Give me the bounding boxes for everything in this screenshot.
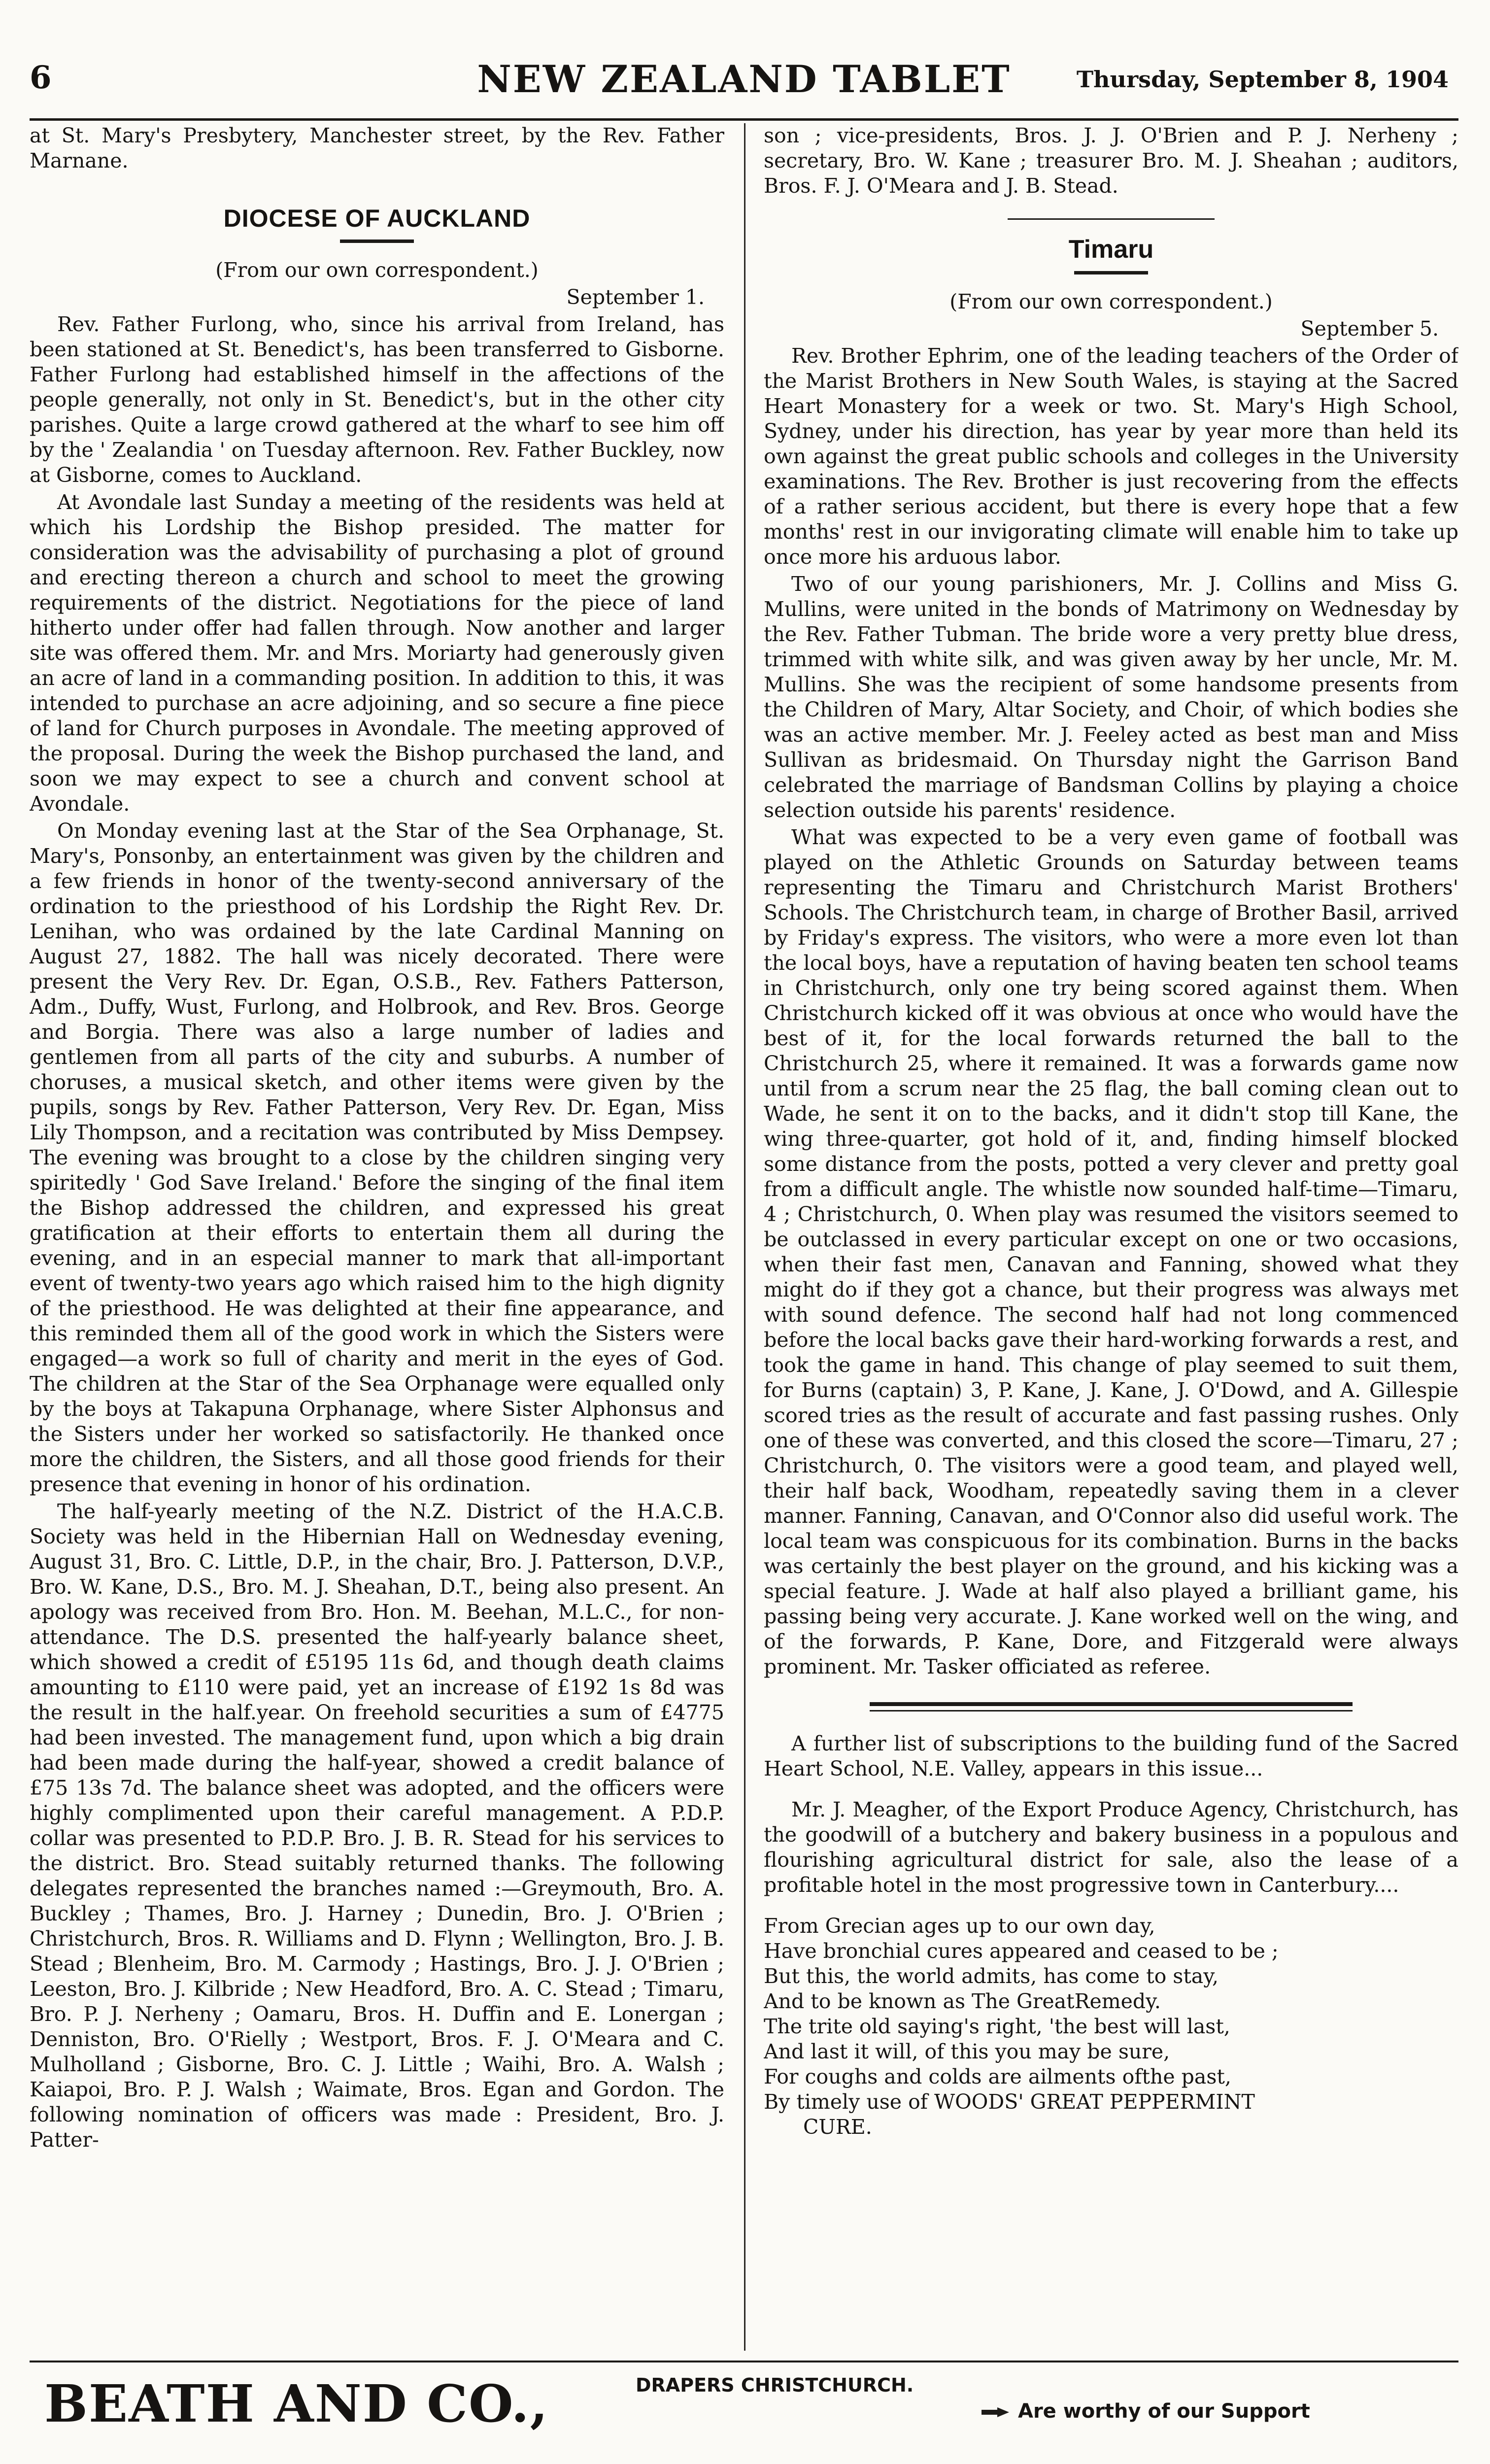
right-column bbox=[764, 123, 1458, 2341]
left-column bbox=[30, 123, 724, 2341]
article-paragraph: Two of our young parishioners, Mr. J. Collins and Miss G. Mullins, were united in the bonds of Matrimony on Wednesday by the Rev. Father Tubman. The bride wore a very pretty blue dress, trimmed with white silk, and was given away by her uncle, Mr. M. Mullins. She was the recipient of some handsome presents from the Children of Mary, Altar Society, and Choir, of which bodies she was an active member. Mr. J. Feeley acted as best man and Miss Sullivan as bridesmaid. On Thursday night the Garrison Band celebrated the marriage of Bandsman Collins by playing a choice selection outside his parents' residence. bbox=[764, 572, 1458, 822]
support-line bbox=[981, 2400, 1310, 2423]
article-paragraph: The half-yearly meeting of the N.Z. District of the H.A.C.B. Society was held in the Hibernian Hall on Wednesday evening, August 31, Bro. C. Little, D.P., in the chair, Bro. J. Patterson, D.V.P., Bro. W. Kane, D.S., Bro. M. J. Sheahan, D.T., being also present. An apology was received from Bro. Hon. M. Beehan, M.L.C., for non-attendance. The D.S. presented the half-yearly balance sheet, which showed a credit of £5195 11s 6d, and though death claims amounting to £110 were paid, yet an increase of £192 1s 8d was the result in the half.year. On freehold securities a sum of £4775 had been invested. The management fund, upon which a big drain had been made during the half-year, showed a credit balance of £75 13s 7d. The balance sheet was adopted, and the officers were highly complimented upon their careful management. A P.D.P. collar was presented to P.D.P. Bro. J. B. R. Stead for his services to the district. Bro. Stead suitably returned thanks. The following delegates represented the branches named :—Greymouth, Bro. A. Buckley ; Thames, Bro. J. Harney ; Dunedin, Bro. J. O'Brien ; Christchurch, Bros. R. Williams and D. Flynn ; Wellington, Bro. J. B. Stead ; Blenheim, Bro. M. Carmody ; Hastings, Bro. J. J. O'Brien ; Leeston, Bro. J. Kilbride ; New Headford, Bro. A. C. Stead ; Timaru, Bro. P. J. Nerheny ; Oamaru, Bros. H. Duffin and E. Lonergan ; Denniston, Bro. O'Rielly ; Westport, Bros. F. J. O'Meara and C. Mulholland ; Gisborne, Bro. C. J. Little ; Waihi, Bro. A. Walsh ; Kaiapoi, Bro. P. J. Walsh ; Waimate, Bros. Egan and Gordon. The following nomination of officers was made : President, Bro. J. Patter- bbox=[30, 1500, 724, 2152]
article-paragraph: On Monday evening last at the Star of the Sea Orphanage, St. Mary's, Ponsonby, an entertainment was given by the children and a few friends in honor of the twenty-second anniversary of the ordination to the priesthood of his Lordship the Right Rev. Dr. Lenihan, who was ordained by the late Cardinal Manning on August 27, 1882. The hall was nicely decorated. There were present the Very Rev. Dr. Egan, O.S.B., Rev. Fathers Patterson, Adm., Duffy, Wust, Furlong, and Holbrook, and Rev. Bros. George and Borgia. There was also a large number of ladies and gentlemen from all parts of the city and suburbs. A number of choruses, a musical sketch, and other items were given by the pupils, songs by Rev. Father Patterson, Very Rev. Dr. Egan, Miss Lily Thompson, and a recitation was contributed by Miss Dempsey. The evening was brought to a close by the children singing very spiritedly ' God Save Ireland.' Before the singing of the final item the Bishop addressed the children, and expressed his great gratification at their efforts to entertain them all during the evening, and in an especial manner to mark that all-important event of twenty-two years ago which raised him to the high dignity of the priesthood. He was delighted at their fine appearance, and this reminded them all of the good work in which the Sisters were engaged—a work so full of charity and merit in the eyes of God. The children at the Star of the Sea Orphanage were equalled only by the boys at Takapuna Orphanage, where Sister Alphonsus and the Sisters under her worked so satisfactorily. He thanked once more the children, the Sisters, and all those good friends for their presence that evening in honor of his ordination. bbox=[30, 819, 724, 1496]
correspondent-line: (From our own correspondent.) bbox=[949, 290, 1273, 313]
verse-line: From Grecian ages up to our own day, bbox=[764, 1914, 1155, 1938]
double-rule bbox=[870, 1702, 1353, 1711]
dateline: September 1. bbox=[566, 285, 705, 309]
intro-paragraph: at St. Mary's Presbytery, Manchester street, by the Rev. Father Marnane. bbox=[30, 124, 724, 172]
verse-line: Have bronchial cures appeared and ceased to be ; bbox=[764, 1939, 1279, 1963]
verse-line: By timely use of WOODS' GREAT PEPPERMINT bbox=[764, 2090, 1255, 2114]
article-paragraph: What was expected to be a very even game of football was played on the Athletic Grounds on Saturday between teams representing the Timaru and Christchurch Marist Brothers' Schools. The Christchurch team, in charge of Brother Basil, arrived by Friday's express. The visitors, who were a more even lot than the local boys, have a reputation of having beaten ten school teams in Christchurch, only one try being scored against them. When Christchurch kicked off it was obvious at once who would have the best of it, for the local forwards returned the ball to the Christchurch 25, where it remained. It was a forwards game now until from a scrum near the 25 flag, the ball coming clean out to Wade, he sent it on to the backs, and it didn't stop till Kane, the wing three-quarter, got hold of it, and, finding himself blocked some distance from the posts, potted a very clever and pretty goal from a difficult angle. The whistle now sounded half-time—Timaru, 4 ; Christchurch, 0. When play was resumed the visitors seemed to be outclassed in every particular except on one or two occasions, when their fast men, Canavan and Fanning, showed what they might do if they got a chance, but their progress was always met with sound defence. The second half had not long commenced before the local backs gave their hard-working forwards a rest, and took the game in hand. This change of play seemed to suit them, for Burns (captain) 3, P. Kane, J. Kane, J. O'Dowd, and A. Gillespie scored tries as the result of accurate and fast passing rushes. Only one of these was converted, and this closed the score—Timaru, 27 ; Christchurch, 0. The visitors were a good team, and played well, their half back, Woodham, repeatedly saving them in a clever manner. Fanning, Canavan, and O'Connor also did useful work. The local team was conspicuous for its combination. Burns in the backs was certainly the best player on the ground, and his kicking was a special feature. J. Wade at half also played a brilliant game, his passing being very accurate. J. Kane worked well on the wing, and of the forwards, P. Kane, Dore, and Fitzgerald were always prominent. Mr. Tasker officiated as referee. bbox=[764, 825, 1458, 1678]
verse-line: And to be known as The GreatRemedy. bbox=[764, 1989, 1161, 2013]
support-tagline: Are worthy of our Support bbox=[1018, 2400, 1310, 2423]
dateline: September 5. bbox=[1300, 317, 1439, 341]
correspondent-line: (From our own correspondent.) bbox=[215, 258, 539, 282]
continuation-paragraph: son ; vice-presidents, Bros. J. J. O'Brien and P. J. Nerheny ; secretary, Bro. W. Kane ; treasurer Bro. M. J. Sheahan ; auditors, Bros. F. J. O'Meara and J. B. Stead. bbox=[764, 124, 1458, 198]
notice-paragraph: A further list of subscriptions to the building fund of the Sacred Heart School, N.E. Valley, appears in this issue... bbox=[764, 1732, 1458, 1780]
advert-verse bbox=[764, 1914, 1458, 2140]
verse-line: CURE. bbox=[803, 2115, 872, 2139]
newspaper-page bbox=[30, 49, 1458, 2464]
footer-advertisement bbox=[30, 2361, 1458, 2451]
section-heading-auckland: DIOCESE OF AUCKLAND bbox=[223, 205, 531, 232]
page-number: 6 bbox=[30, 59, 52, 96]
advertiser-trade: DRAPERS CHRISTCHURCH. bbox=[636, 2374, 914, 2396]
verse-line: But this, the world admits, has come to stay, bbox=[764, 1964, 1219, 1988]
pointing-hand-icon bbox=[981, 2406, 1010, 2419]
article-paragraph: At Avondale last Sunday a meeting of the residents was held at which his Lordship the Bishop presided. The matter for consideration was the advisability of purchasing a plot of ground and erecting thereon a church and school to meet the growing requirements of the district. Negotiations for the piece of land hitherto under offer had fallen through. Now another and larger site was offered them. Mr. and Mrs. Moriarty had generously given an acre of land in a commanding position. In addition to this, it was intended to purchase an acre adjoining, and so secure a fine piece of land for Church purposes in Avondale. The meeting approved of the proposal. During the week the Bishop purchased the land, and soon we may expect to see a church and convent school at Avondale. bbox=[30, 490, 724, 816]
notice-paragraph: Mr. J. Meagher, of the Export Produce Agency, Christchurch, has the goodwill of a butchery and bakery business in a populous and flourishing agricultural district for sale, also the lease of a profitable hotel in the most progressive town in Canterbury.... bbox=[764, 1798, 1458, 1897]
separator-rule bbox=[1008, 218, 1215, 220]
article-paragraph: Rev. Father Furlong, who, since his arrival from Ireland, has been stationed at St. Benedict's, has been transferred to Gisborne. Father Furlong had established himself in the affections of the people generally, not only in St. Benedict's, but in the other city parishes. Quite a large crowd gathered at the wharf to see him off by the ' Zealandia ' on Tuesday afternoon. Rev. Father Buckley, now at Gisborne, comes to Auckland. bbox=[30, 312, 724, 487]
verse-line: And last it will, of this you may be sure, bbox=[764, 2040, 1170, 2063]
article-paragraph: Rev. Brother Ephrim, one of the leading teachers of the Order of the Marist Brothers in New South Wales, is staying at the Sacred Heart Monastery for a week or two. St. Mary's High School, Sydney, under his direction, has year by year more than held its own against the great public schools and colleges in the University examinations. The Rev. Brother is just recovering from the effects of a rather serious accident, but there is every hope that a few months' rest in our invigorating climate will enable him to take up once more his arduous labor. bbox=[764, 344, 1458, 569]
masthead bbox=[30, 49, 1458, 121]
column-rule bbox=[744, 123, 745, 2351]
section-heading-timaru: Timaru bbox=[1068, 235, 1154, 264]
issue-date: Thursday, September 8, 1904 bbox=[1076, 66, 1449, 93]
newspaper-title: NEW ZEALAND TABLET bbox=[477, 57, 1011, 101]
heading-rule bbox=[1074, 271, 1148, 274]
verse-line: The trite old saying's right, 'the best will last, bbox=[764, 2015, 1230, 2038]
heading-rule bbox=[340, 240, 414, 243]
advertiser-name: BEATH AND CO., bbox=[44, 2373, 549, 2434]
verse-line: For coughs and colds are ailments ofthe past, bbox=[764, 2065, 1231, 2088]
